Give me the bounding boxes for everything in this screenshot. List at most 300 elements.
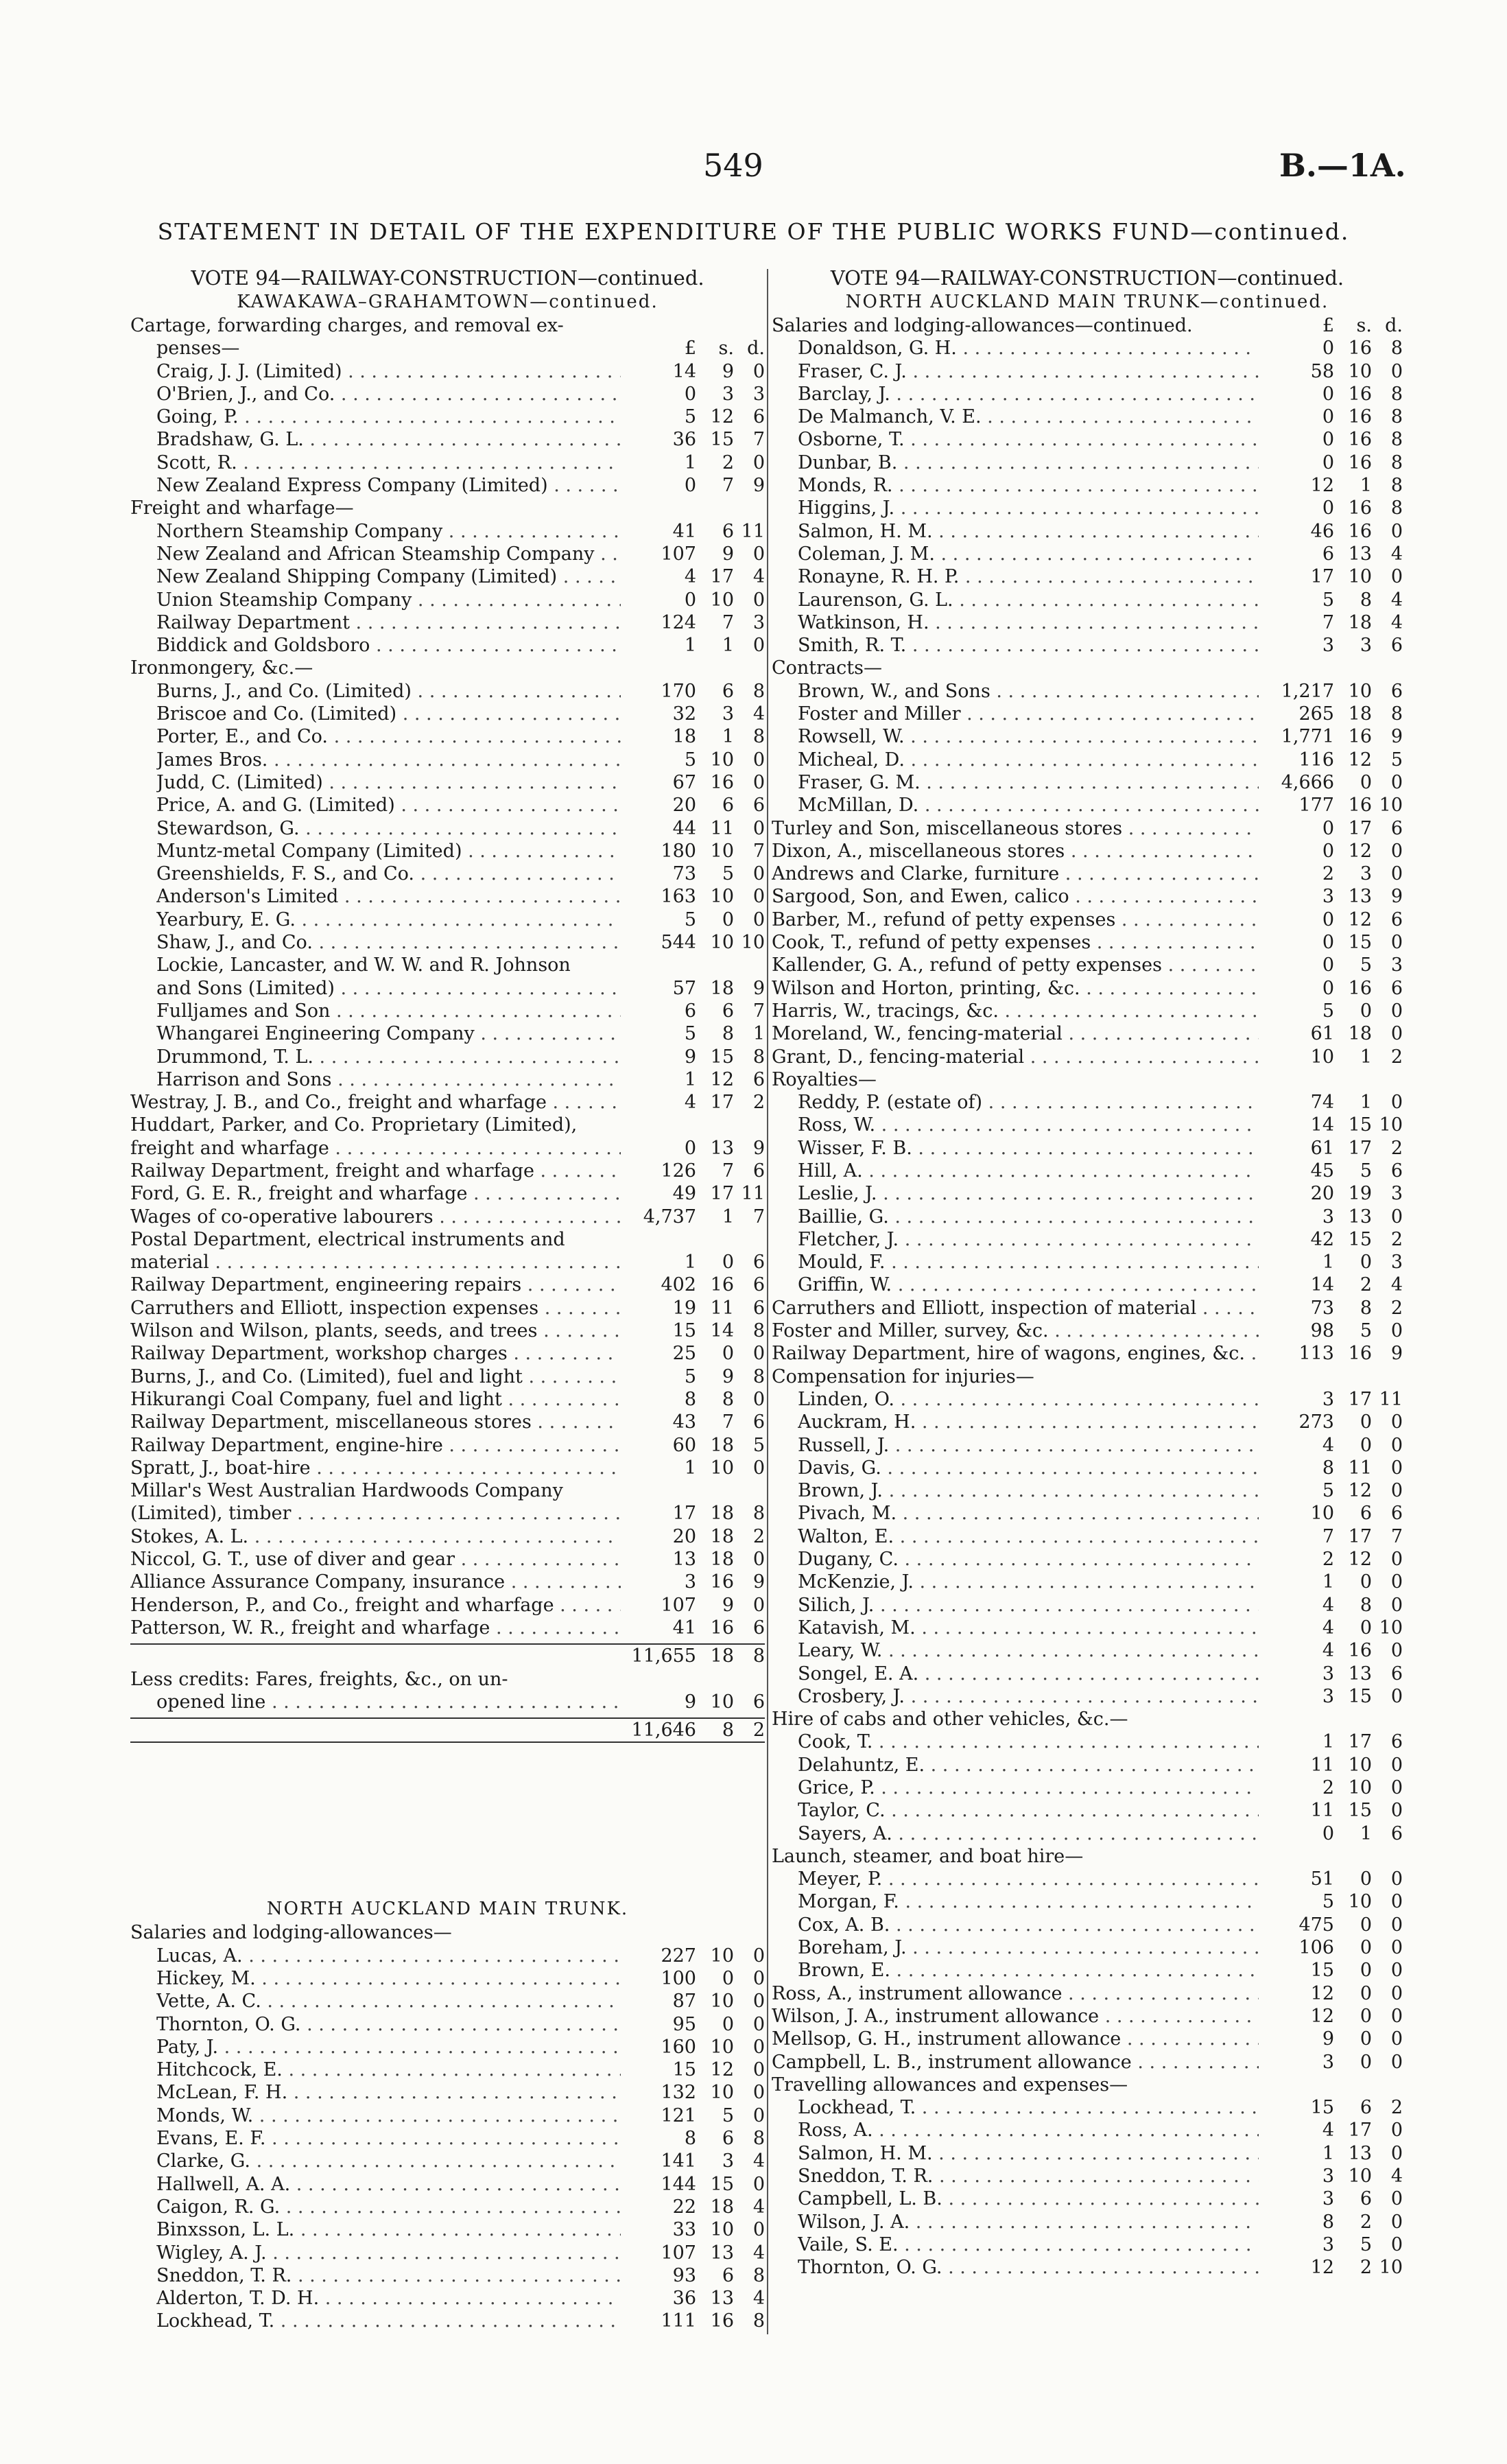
amount	[1259, 1914, 1403, 1936]
amount-pounds: 0	[1322, 383, 1334, 405]
amount-pounds: 41	[672, 520, 696, 542]
entry-label: Niccol, G. T., use of diver and gear . . .	[130, 1548, 621, 1571]
amount-pounds: 0	[1322, 429, 1334, 451]
amount-shillings: 0	[722, 1343, 734, 1365]
amount-pence: 0	[1390, 1206, 1403, 1228]
entry-row	[130, 611, 765, 634]
amount-pence: 0	[1390, 1000, 1403, 1022]
entry-row	[130, 1502, 765, 1525]
entry-row	[772, 2187, 1403, 2210]
amount-pounds: 4	[1322, 1617, 1334, 1639]
amount	[621, 2104, 765, 2127]
amount-pounds: 14	[1310, 1114, 1334, 1136]
amount-pounds: 111	[661, 2310, 696, 2332]
amount-pence: 0	[752, 2219, 765, 2241]
entry-row	[130, 2058, 765, 2081]
entry-label: Ross, A., instrument allowance . . .	[772, 1982, 1259, 2005]
amount-pounds: 1	[1322, 2142, 1334, 2164]
entry-label: Railway Department, engineering repairs . . .	[130, 1274, 621, 1296]
amount-pounds: 43	[672, 1411, 696, 1433]
amount-pence: 0	[1390, 1434, 1403, 1456]
amount-pounds: £	[684, 338, 696, 360]
amount-shillings: 12	[1348, 840, 1372, 862]
amount	[621, 1251, 765, 1274]
amount-pence: 0	[752, 1968, 765, 1989]
amount	[621, 2287, 765, 2310]
entry-row	[772, 2005, 1403, 2028]
amount-pence: 8	[752, 2310, 765, 2332]
amount	[621, 977, 765, 1000]
entry-row	[772, 817, 1403, 840]
amount	[1259, 1251, 1403, 1274]
amount-pounds: 0	[684, 589, 696, 611]
amount-pounds: 3	[1322, 2051, 1334, 2073]
entry-label: James Bros. . . .	[156, 749, 621, 771]
amount	[1259, 1868, 1403, 1890]
entry-label: New Zealand Shipping Company (Limited) . . .	[156, 565, 621, 588]
amount-pence: 4	[752, 703, 765, 725]
amount-pounds: 57	[672, 977, 696, 999]
amount-shillings: 10	[1348, 1891, 1372, 1913]
amount-pence: 4	[752, 2196, 765, 2218]
amount-pence: 0	[1390, 1960, 1403, 1982]
amount-shillings: 0	[1360, 1000, 1372, 1022]
amount-pence: 0	[1390, 2120, 1403, 2142]
entry-label: New Zealand and African Steamship Company . . .	[156, 543, 621, 565]
entry-row	[130, 2036, 765, 2058]
amount	[621, 771, 765, 794]
entry-row	[772, 565, 1403, 588]
amount-shillings: 18	[1348, 1023, 1372, 1045]
amount-shillings: 10	[710, 932, 734, 954]
entry-label: Ironmongery, &c.—	[130, 657, 313, 679]
amount-pence: 3	[752, 383, 765, 405]
entry-label: Royalties—	[772, 1068, 877, 1090]
amount-shillings: 13	[710, 2242, 734, 2264]
amount-pence: 8	[1390, 475, 1403, 497]
amount-pounds: 12	[1310, 2005, 1334, 2027]
amount	[621, 1502, 765, 1525]
entry-row	[130, 1091, 765, 1114]
entry-row	[772, 1160, 1403, 1182]
entry-row	[772, 520, 1403, 543]
amount	[1259, 2051, 1403, 2074]
entry-row	[772, 1228, 1403, 1251]
entry-label: Wigley, A. J. . . .	[156, 2242, 621, 2264]
amount-pence: 7	[752, 1000, 765, 1022]
amount-pounds: 49	[672, 1183, 696, 1205]
entry-row	[772, 428, 1403, 451]
amount	[621, 1967, 765, 1990]
amount-shillings: 15	[1348, 1114, 1372, 1136]
entry-row	[130, 1137, 765, 1160]
amount-pence: 0	[1390, 360, 1403, 382]
amount-pounds: 1	[684, 1068, 696, 1090]
entry-row	[772, 1639, 1403, 1662]
amount-shillings: 0	[1360, 1982, 1372, 2004]
entry-row	[130, 2104, 765, 2127]
amount-pounds: 1,771	[1281, 726, 1334, 748]
amount-pounds: 5	[684, 406, 696, 428]
amount-pence: 8	[752, 1365, 765, 1387]
amount-shillings: 13	[1348, 1206, 1372, 1228]
amount	[621, 1160, 765, 1182]
amount-shillings: 12	[710, 406, 734, 428]
entry-row	[130, 1967, 765, 1990]
amount-shillings: 10	[1348, 566, 1372, 588]
amount-pounds: 2	[1322, 1549, 1334, 1571]
amount	[621, 1645, 765, 1667]
group-heading-row	[130, 1668, 765, 1691]
entry-label: Baillie, G. . . .	[798, 1206, 1259, 1228]
amount	[1259, 840, 1403, 863]
amount-shillings: 0	[1360, 771, 1372, 793]
amount-pence: 4	[1390, 543, 1403, 565]
amount-pence: 0	[1390, 1480, 1403, 1502]
amount-pounds: 0	[1322, 1822, 1334, 1844]
amount-shillings: 16	[1348, 977, 1372, 999]
amount-pounds: 5	[1322, 1891, 1334, 1913]
amount	[621, 703, 765, 725]
entry-row	[772, 1251, 1403, 1274]
amount-pence: 3	[1390, 954, 1403, 976]
amount-pence: 7	[752, 1206, 765, 1228]
entry-label: Yearbury, E. G. . . .	[156, 908, 621, 931]
entry-label: Monds, R. . . .	[798, 474, 1259, 497]
entry-row	[130, 1457, 765, 1479]
amount-pounds: 170	[661, 680, 696, 702]
entry-row	[772, 1206, 1403, 1228]
amount-pence: 0	[1390, 1640, 1403, 1662]
amount-shillings: 14	[710, 1320, 734, 1342]
amount-shillings: 18	[710, 977, 734, 999]
entry-label: Griffin, W. . . .	[798, 1274, 1259, 1296]
amount-shillings: 16	[1348, 726, 1372, 748]
amount	[1259, 589, 1403, 611]
amount-pounds: 45	[1310, 1160, 1334, 1182]
entry-label: Dunbar, B. . . .	[798, 451, 1259, 474]
amount	[1259, 1594, 1403, 1617]
amount	[1259, 703, 1403, 725]
amount	[621, 1411, 765, 1433]
amount-shillings: 1	[722, 726, 734, 748]
entry-label: Huddart, Parker, and Co. Proprietary (Limited),	[130, 1114, 578, 1136]
amount-pence: 2	[752, 1720, 765, 1741]
amount-pounds: 107	[661, 543, 696, 565]
amount-pence: 8	[752, 1320, 765, 1342]
amount-pounds: 61	[1310, 1137, 1334, 1159]
amount-pence: 0	[1390, 1549, 1403, 1571]
amount-shillings: 16	[1348, 451, 1372, 473]
amount-pounds: 74	[1310, 1092, 1334, 1114]
amount	[621, 2081, 765, 2104]
amount	[1259, 725, 1403, 748]
amount-pounds: 12	[1310, 2257, 1334, 2279]
amount	[1259, 383, 1403, 406]
entry-label: Foster and Miller . . .	[798, 703, 1259, 725]
entry-label: Railway Department . . .	[156, 611, 621, 634]
amount	[1259, 749, 1403, 771]
amount	[1259, 2142, 1403, 2165]
amount-pounds: 113	[1298, 1343, 1334, 1365]
amount-pounds: 36	[672, 429, 696, 451]
amount	[1259, 931, 1403, 954]
entry-label: Davis, G. . . .	[798, 1457, 1259, 1479]
entry-label: Walton, E. . . .	[798, 1525, 1259, 1548]
amount-shillings: 8	[722, 1720, 734, 1741]
amount	[621, 2036, 765, 2058]
amount-pounds: 20	[1310, 1183, 1334, 1205]
amount	[1259, 1297, 1403, 1319]
entry-label: Meyer, P. . . .	[798, 1868, 1259, 1890]
amount-pounds: 5	[684, 1023, 696, 1045]
amount-shillings: 3	[1360, 863, 1372, 885]
amount-pounds: 0	[684, 475, 696, 497]
amount-pence: 0	[752, 863, 765, 885]
amount-pence: 0	[1390, 1594, 1403, 1616]
amount-shillings: 12	[1348, 749, 1372, 771]
amount	[621, 1719, 765, 1741]
amount-pounds: 163	[661, 886, 696, 908]
amount-shillings: 13	[1348, 2142, 1372, 2164]
entry-row	[772, 634, 1403, 657]
entry-row	[130, 1319, 765, 1342]
entry-row	[130, 885, 765, 908]
amount-shillings: 15	[1348, 932, 1372, 954]
entry-row	[130, 2287, 765, 2310]
amount	[1259, 1479, 1403, 1502]
entry-row	[772, 1914, 1403, 1936]
amount	[1259, 1959, 1403, 1982]
amount-pence: 0	[752, 589, 765, 611]
amount-shillings: 10	[1348, 680, 1372, 702]
entry-row	[772, 885, 1403, 908]
amount-shillings: 18	[710, 1645, 734, 1667]
amount-pence: 0	[1390, 1982, 1403, 2004]
amount-pence: 0	[752, 2013, 765, 2035]
amount-pence: 8	[1390, 406, 1403, 428]
amount-shillings: 0	[1360, 1411, 1372, 1433]
amount-pounds: 12	[1310, 475, 1334, 497]
amount	[1259, 1457, 1403, 1479]
entry-label: Watkinson, H. . . .	[798, 611, 1259, 634]
amount-shillings: 1	[1360, 1046, 1372, 1068]
entry-label: Briscoe and Co. (Limited) . . .	[156, 703, 621, 725]
amount-pounds: 126	[661, 1160, 696, 1182]
amount-shillings: 18	[710, 1549, 734, 1571]
amount-pence: 10	[1379, 1114, 1403, 1136]
amount	[621, 2127, 765, 2150]
entry-row	[772, 1046, 1403, 1068]
amount	[1259, 1548, 1403, 1571]
entry-row	[130, 1571, 765, 1593]
amount-shillings: 0	[1360, 1868, 1372, 1890]
entry-row	[130, 1251, 765, 1274]
amount-pounds: 7	[1322, 1525, 1334, 1547]
entry-label: Hickey, M. . . .	[156, 1967, 621, 1990]
amount	[621, 2173, 765, 2196]
amount-pounds: 1	[1322, 1571, 1334, 1593]
entry-row	[772, 2051, 1403, 2074]
amount-shillings: 8	[1360, 1297, 1372, 1319]
amount-shillings: 17	[1348, 1731, 1372, 1753]
amount	[621, 1046, 765, 1068]
entry-row	[772, 1868, 1403, 1890]
amount-shillings: 6	[722, 795, 734, 817]
amount	[1259, 1685, 1403, 1708]
amount-pence: 2	[752, 1525, 765, 1547]
column-divider	[767, 269, 768, 2334]
vote-heading-right: VOTE 94—RAILWAY-CONSTRUCTION—continued.	[830, 266, 1344, 290]
amount	[1259, 1000, 1403, 1022]
entry-label: Katavish, M. . . .	[798, 1617, 1259, 1639]
amount-shillings: 16	[710, 2310, 734, 2332]
amount-pence: 0	[1390, 932, 1403, 954]
amount-pounds: 6	[684, 1000, 696, 1022]
amount-pounds: 58	[1310, 360, 1334, 382]
entry-label: Wilson, J. A., instrument allowance . . .	[772, 2005, 1259, 2028]
entry-row	[130, 771, 765, 794]
amount-shillings: 13	[710, 2288, 734, 2310]
amount	[1259, 2211, 1403, 2233]
amount-shillings: 2	[1360, 2211, 1372, 2233]
amount	[621, 1594, 765, 1617]
entry-row	[130, 703, 765, 725]
amount-pence: 7	[752, 429, 765, 451]
entry-label: freight and wharfage . . .	[130, 1137, 621, 1160]
group-heading-row	[772, 1365, 1403, 1388]
entry-row	[772, 1274, 1403, 1296]
amount-pounds: 4	[1322, 1594, 1334, 1616]
entry-label: Burns, J., and Co. (Limited) . . .	[156, 680, 621, 703]
entry-row	[772, 1890, 1403, 1913]
entry-label: Railway Department, engine-hire . . .	[130, 1434, 621, 1457]
entry-label: Compensation for injuries—	[772, 1365, 1034, 1387]
amount	[1259, 863, 1403, 885]
entry-label: Wilson, J. A. . . .	[798, 2211, 1259, 2233]
amount	[1259, 1342, 1403, 1365]
entry-row	[130, 1594, 765, 1617]
entry-label: Drummond, T. L. . . .	[156, 1046, 621, 1068]
amount-shillings: 1	[722, 635, 734, 657]
amount-shillings: 16	[1348, 429, 1372, 451]
amount-pounds: 5	[684, 749, 696, 771]
amount-shillings: 16	[710, 1571, 734, 1593]
entry-row	[130, 1342, 765, 1365]
entry-row	[130, 543, 765, 565]
amount	[621, 1945, 765, 1967]
amount	[621, 474, 765, 497]
amount	[621, 1342, 765, 1365]
amount-pence: 6	[1390, 1731, 1403, 1753]
amount-shillings: 3	[1360, 635, 1372, 657]
amount-pence: 8	[752, 726, 765, 748]
amount	[1259, 1160, 1403, 1182]
amount	[1259, 1137, 1403, 1160]
entry-row	[130, 749, 765, 771]
amount-pounds: 3	[1322, 635, 1334, 657]
entry-label: Pivach, M. . . .	[798, 1502, 1259, 1525]
entry-label: Paty, J. . . .	[156, 2036, 621, 2058]
amount-shillings: 15	[1348, 1685, 1372, 1707]
total-row	[130, 1643, 765, 1667]
entry-label: Porter, E., and Co. . . .	[156, 725, 621, 748]
entry-label: Auckram, H. . . .	[798, 1411, 1259, 1433]
entry-label: Union Steamship Company . . .	[156, 589, 621, 611]
amount-pence: 6	[752, 406, 765, 428]
amount-shillings: 17	[1348, 817, 1372, 839]
amount-pence: 0	[1390, 1092, 1403, 1114]
entry-row	[772, 1776, 1403, 1799]
section-heading-north-auckland: NORTH AUCKLAND MAIN TRUNK.	[266, 1899, 629, 1920]
amount-pence: 11	[741, 520, 765, 542]
group-heading-row	[772, 314, 1403, 337]
amount-pounds: 11,655	[631, 1645, 696, 1667]
section-heading-kawakawa: KAWAKAWA–GRAHAMTOWN—continued.	[237, 292, 658, 312]
entry-label: Delahuntz, E. . . .	[798, 1754, 1259, 1776]
amount-pounds: 17	[672, 1503, 696, 1525]
amount	[621, 520, 765, 543]
amount-pounds: 8	[684, 2128, 696, 2150]
amount-shillings: 10	[710, 1691, 734, 1713]
amount-shillings: 16	[1348, 338, 1372, 360]
entry-row	[772, 543, 1403, 565]
entry-row	[772, 1182, 1403, 1205]
entry-row	[130, 1388, 765, 1411]
amount-pounds: 8	[684, 1388, 696, 1410]
amount-pence: 11	[741, 1183, 765, 1205]
entry-label: Freight and wharfage—	[130, 497, 354, 519]
entry-label: Westray, J. B., and Co., freight and wharfage . . .	[130, 1091, 621, 1114]
amount	[621, 749, 765, 771]
amount-pounds: 8	[1322, 2211, 1334, 2233]
entry-label: Lockie, Lancaster, and W. W. and R. Johnson	[156, 954, 571, 976]
amount	[1259, 314, 1403, 337]
amount-pounds: 14	[672, 360, 696, 382]
amount-pence: 8	[752, 1503, 765, 1525]
amount-pounds: 3	[1322, 2233, 1334, 2255]
entry-label: Sargood, Son, and Ewen, calico . . .	[772, 885, 1259, 908]
entry-row	[772, 1754, 1403, 1776]
group-heading-row	[772, 1068, 1403, 1091]
entry-row	[130, 1297, 765, 1319]
entry-row	[130, 840, 765, 863]
amount	[621, 2058, 765, 2081]
amount-pounds: 9	[684, 1691, 696, 1713]
entry-label: Higgins, J. . . .	[798, 497, 1259, 519]
amount-pounds: 2	[1322, 863, 1334, 885]
entry-label: Osborne, T. . . .	[798, 428, 1259, 451]
amount	[1259, 1525, 1403, 1548]
vote-heading-left: VOTE 94—RAILWAY-CONSTRUCTION—continued.	[191, 266, 704, 290]
entry-label: Brown, J. . . .	[798, 1479, 1259, 1502]
amount-shillings: 15	[1348, 1228, 1372, 1250]
amount	[621, 1388, 765, 1411]
entry-label: Ronayne, R. H. P. . . .	[798, 565, 1259, 588]
amount	[621, 1319, 765, 1342]
entry-label: Harrison and Sons . . .	[156, 1068, 621, 1091]
amount-pence: 6	[752, 1160, 765, 1182]
amount-pence: 0	[1390, 520, 1403, 542]
amount-shillings: 6	[722, 1000, 734, 1022]
amount-pence: 4	[1390, 611, 1403, 633]
entry-label: Cox, A. B. . . .	[798, 1914, 1259, 1936]
amount-shillings: 10	[710, 840, 734, 862]
amount-pence: 0	[752, 2036, 765, 2058]
amount	[1259, 520, 1403, 543]
amount-pence: 0	[1390, 1914, 1403, 1936]
entry-label: Railway Department, freight and wharfage . . .	[130, 1160, 621, 1182]
